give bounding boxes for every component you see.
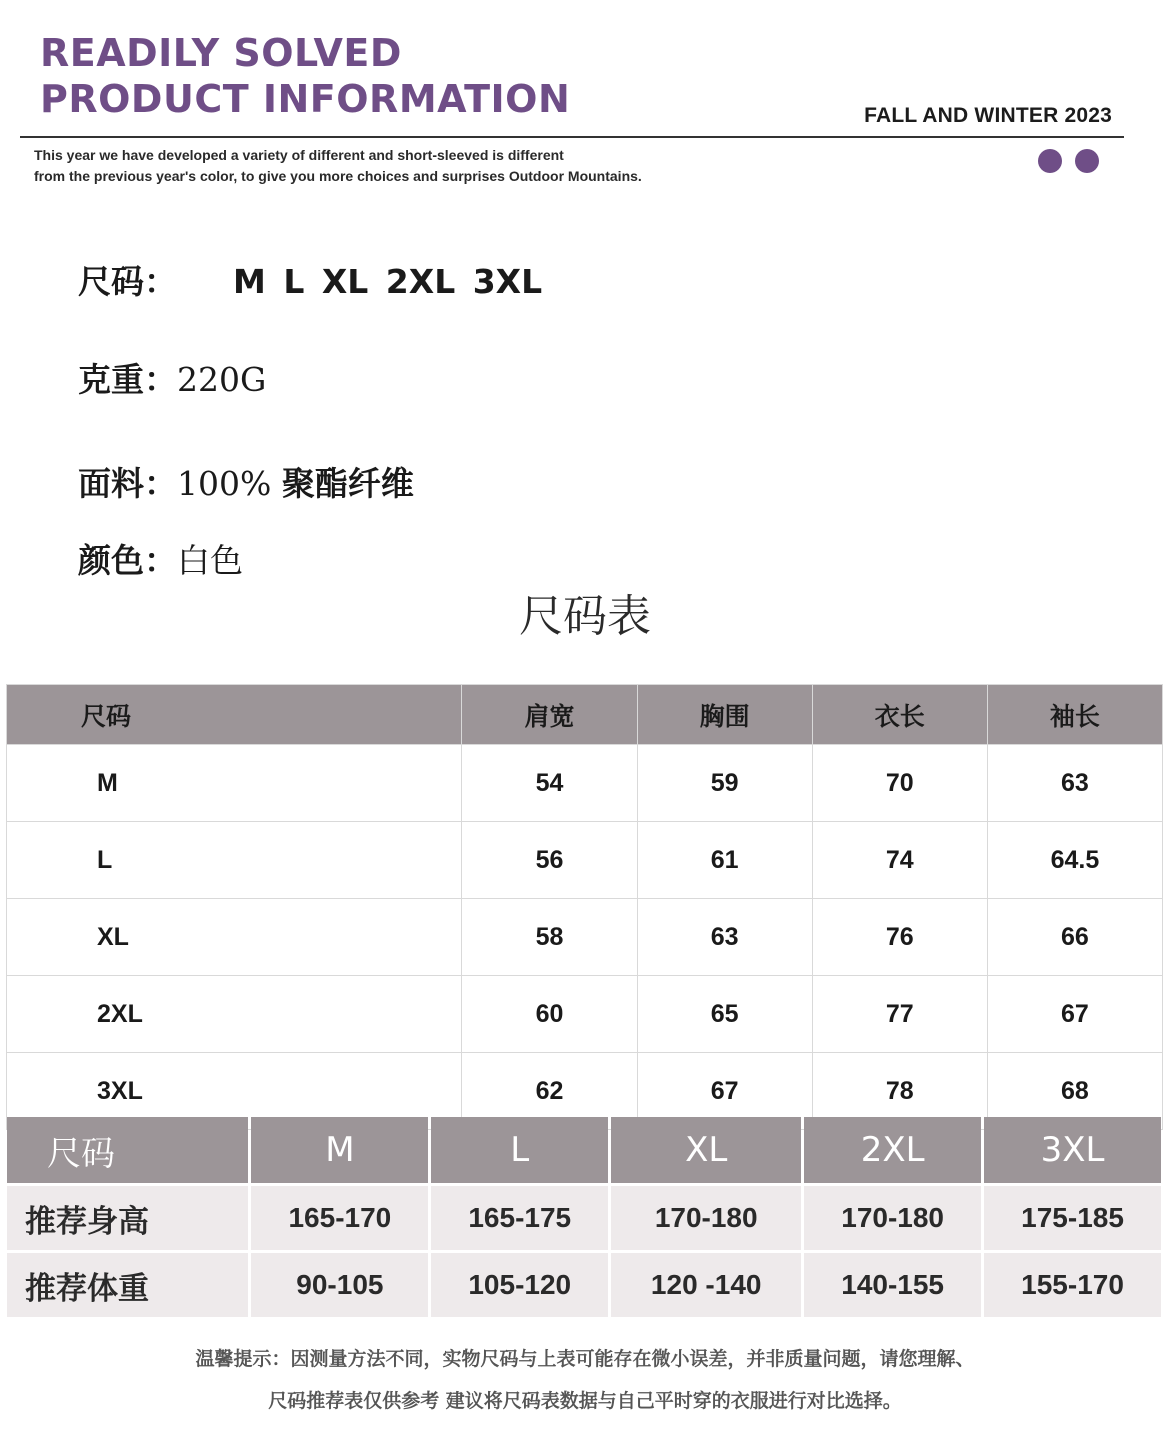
table-cell: 63 — [987, 745, 1162, 822]
table-cell: 105-120 — [431, 1253, 608, 1317]
intro-line-1: This year we have developed a variety of different and short-sleeved is different — [34, 147, 564, 163]
recommend-header: L — [431, 1117, 608, 1183]
size-chart-header: 袖长 — [987, 685, 1162, 745]
size-chart-header: 衣长 — [812, 685, 987, 745]
header-divider — [20, 136, 1124, 138]
table-cell: 64.5 — [987, 822, 1162, 899]
table-cell: 67 — [637, 1053, 812, 1130]
table-cell: 170-180 — [804, 1186, 981, 1250]
table-cell: 60 — [462, 976, 637, 1053]
spec-sizes — [78, 256, 542, 303]
spec-color — [78, 535, 243, 582]
table-cell: 76 — [812, 899, 987, 976]
table-cell: 59 — [637, 745, 812, 822]
table-cell: 77 — [812, 976, 987, 1053]
table-cell: 65 — [637, 976, 812, 1053]
spec-fabric — [78, 458, 414, 505]
table-cell: 70 — [812, 745, 987, 822]
recommend-header: XL — [611, 1117, 801, 1183]
table-row — [7, 822, 1163, 899]
table-cell: 推荐身高 — [7, 1186, 248, 1250]
spec-weight-label: 克重： — [78, 360, 177, 399]
season-label: FALL AND WINTER 2023 — [864, 104, 1112, 127]
table-cell: 165-175 — [431, 1186, 608, 1250]
table-row — [7, 745, 1163, 822]
recommend-header: 2XL — [804, 1117, 981, 1183]
spec-weight — [78, 354, 266, 401]
table-cell: 62 — [462, 1053, 637, 1130]
size-chart-header: 尺码 — [7, 685, 462, 745]
spec-sizes-value: M L XL 2XL 3XL — [233, 262, 543, 301]
notice-line-2: 尺码推荐表仅供参考 建议将尺码表数据与自己平时穿的衣服进行对比选择。 — [268, 1390, 902, 1412]
size-chart-header: 胸围 — [637, 685, 812, 745]
table-cell: 170-180 — [611, 1186, 801, 1250]
size-chart-title: 尺码表 — [519, 591, 651, 642]
spec-fabric-label: 面料： — [78, 464, 177, 503]
table-row — [7, 1186, 1161, 1250]
recommend-header: 3XL — [984, 1117, 1161, 1183]
table-cell: 78 — [812, 1053, 987, 1130]
spec-weight-value: 220G — [177, 360, 267, 399]
brand-title — [40, 30, 570, 122]
notice-line-1: 温馨提示：因测量方法不同，实物尺码与上表可能存在微小误差，并非质量问题，请您理解、 — [195, 1348, 975, 1370]
table-cell: 90-105 — [251, 1253, 428, 1317]
table-row — [7, 976, 1163, 1053]
table-cell: 140-155 — [804, 1253, 981, 1317]
table-cell: 74 — [812, 822, 987, 899]
intro-line-2: from the previous year's color, to give you more choices and surprises Outdoor Mountains. — [34, 168, 642, 184]
size-chart-header-row — [7, 685, 1163, 745]
brand-line-1: READILY SOLVED — [40, 31, 402, 75]
table-cell: 68 — [987, 1053, 1162, 1130]
table-cell: 175-185 — [984, 1186, 1161, 1250]
size-recommendation-table — [4, 1114, 1164, 1320]
table-cell: 3XL — [7, 1053, 462, 1130]
recommend-header: M — [251, 1117, 428, 1183]
table-cell: 61 — [637, 822, 812, 899]
table-cell: XL — [7, 899, 462, 976]
table-cell: 66 — [987, 899, 1162, 976]
spec-color-label: 颜色： — [78, 541, 177, 580]
recommend-header-row — [7, 1117, 1161, 1183]
table-cell: M — [7, 745, 462, 822]
table-cell: 推荐体重 — [7, 1253, 248, 1317]
decor-dot-icon — [1075, 149, 1099, 173]
intro-text — [34, 145, 754, 187]
table-cell: 67 — [987, 976, 1162, 1053]
table-cell: 58 — [462, 899, 637, 976]
table-cell: 2XL — [7, 976, 462, 1053]
recommend-header: 尺码 — [7, 1117, 248, 1183]
brand-line-2: PRODUCT INFORMATION — [40, 77, 571, 121]
spec-fabric-value: 100% — [177, 464, 272, 503]
table-cell: 54 — [462, 745, 637, 822]
size-chart-table — [6, 684, 1163, 1130]
table-cell: 56 — [462, 822, 637, 899]
decor-dot-icon — [1038, 149, 1062, 173]
table-cell: L — [7, 822, 462, 899]
table-cell: 63 — [637, 899, 812, 976]
spec-fabric-material: 聚酯纤维 — [281, 464, 414, 503]
spec-color-value: 白色 — [177, 541, 243, 580]
table-cell: 165-170 — [251, 1186, 428, 1250]
table-row — [7, 1253, 1161, 1317]
table-cell: 155-170 — [984, 1253, 1161, 1317]
size-chart-header: 肩宽 — [462, 685, 637, 745]
table-cell: 120 -140 — [611, 1253, 801, 1317]
spec-sizes-label: 尺码： — [78, 262, 177, 301]
table-row — [7, 899, 1163, 976]
